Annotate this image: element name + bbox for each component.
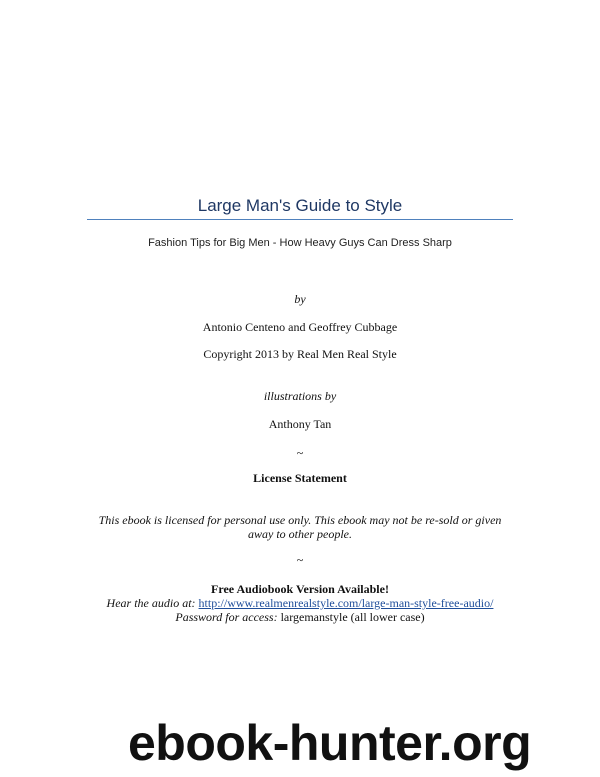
password-label: Password for access:	[175, 610, 281, 624]
page-title: Large Man's Guide to Style	[197, 196, 403, 215]
separator-tilde: ~	[296, 446, 304, 460]
by-label: by	[294, 292, 306, 306]
audiobook-link[interactable]: http://www.realmenrealstyle.com/large-man-style-free-audio/	[198, 596, 494, 610]
license-statement	[90, 513, 510, 541]
title-underline	[87, 219, 513, 220]
password-value: largemanstyle (all lower case)	[280, 610, 425, 624]
hear-label: Hear the audio at:	[106, 596, 199, 610]
license-text-line: away to other people.	[248, 527, 352, 541]
audiobook-notice	[0, 582, 600, 624]
license-text-line: This ebook is licensed for personal use only. This ebook may not be re-sold or given	[98, 513, 502, 527]
illustrator: Anthony Tan	[268, 417, 332, 431]
illustrations-label: illustrations by	[263, 389, 337, 403]
password-line	[0, 610, 600, 624]
separator-tilde: ~	[296, 553, 304, 567]
watermark-logo: ebook-hunter.org	[128, 715, 532, 771]
subtitle: Fashion Tips for Big Men - How Heavy Guys Can Dress Sharp	[148, 237, 452, 249]
audiobook-link-line	[0, 596, 600, 610]
copyright: Copyright 2013 by Real Men Real Style	[203, 347, 397, 361]
audiobook-heading: Free Audiobook Version Available!	[211, 582, 389, 596]
authors: Antonio Centeno and Geoffrey Cubbage	[202, 320, 398, 334]
license-heading: License Statement	[253, 471, 347, 485]
